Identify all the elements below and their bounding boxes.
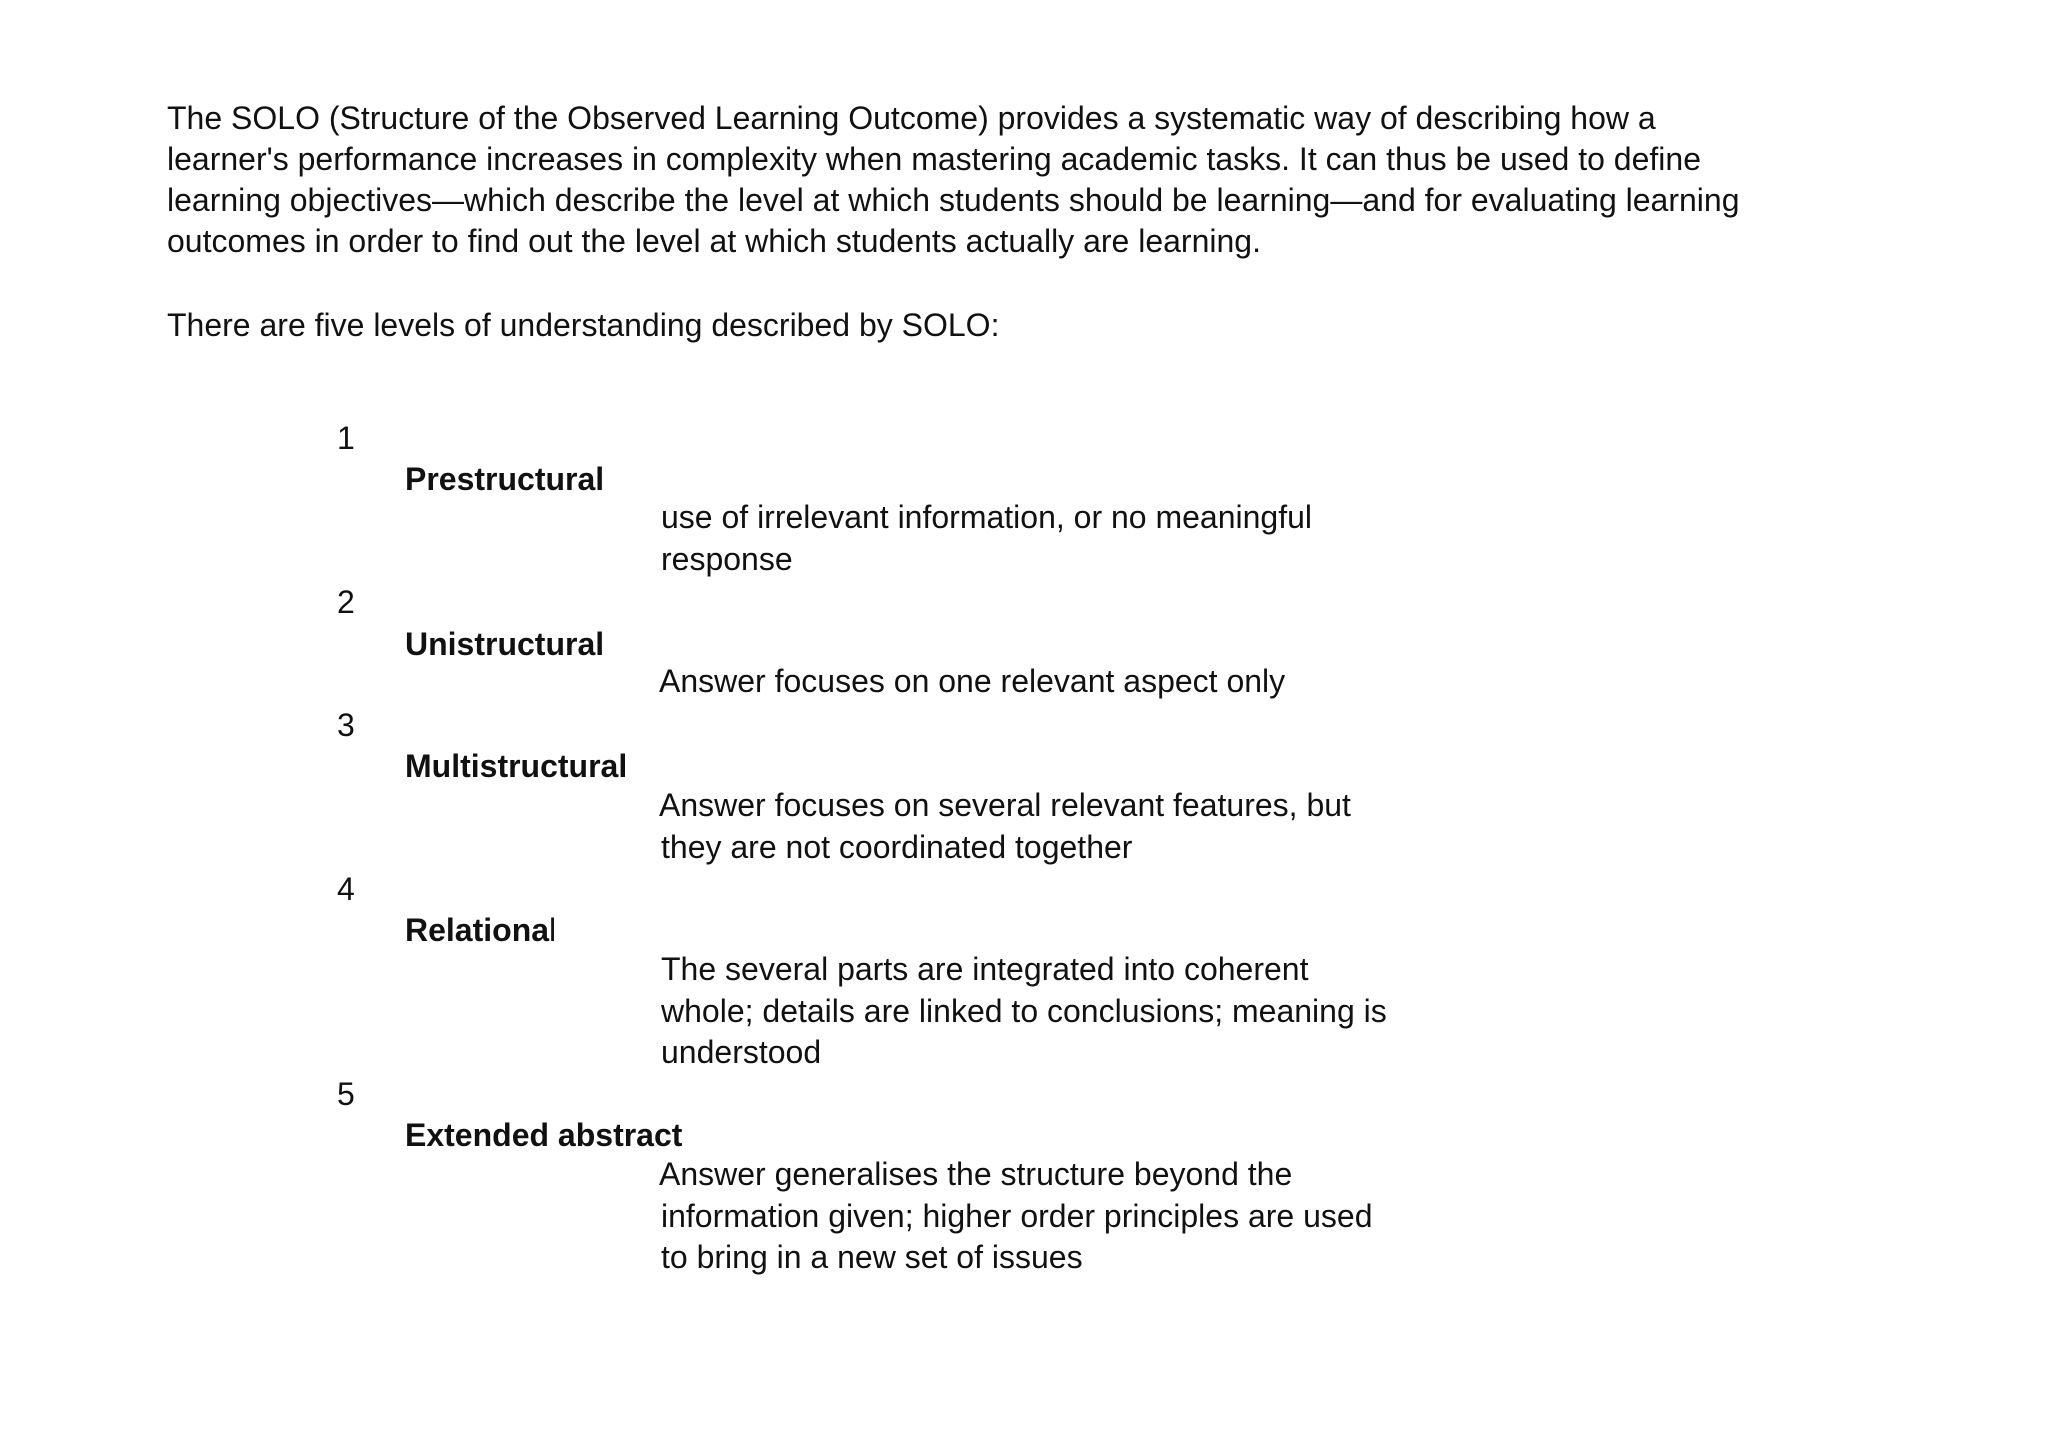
level-description-line: whole; details are linked to conclusions; meaning is bbox=[661, 992, 1387, 1029]
level-term-bold: Relationa bbox=[405, 912, 550, 948]
level-term-tail: l bbox=[549, 912, 557, 948]
level-description-line: Answer focuses on one relevant aspect only bbox=[659, 663, 1286, 699]
level-number: 4 bbox=[337, 871, 355, 907]
level-number: 2 bbox=[337, 584, 355, 620]
level-description bbox=[659, 1154, 1373, 1279]
level-number: 3 bbox=[337, 707, 355, 743]
level-description-line: Answer generalises the structure beyond the bbox=[659, 1156, 1293, 1192]
level-description-line: they are not coordinated together bbox=[661, 828, 1133, 865]
level-description bbox=[659, 661, 1285, 703]
level-description-line: understood bbox=[661, 1034, 822, 1070]
level-description bbox=[661, 949, 1387, 1074]
level-description-line: The several parts are integrated into coherent bbox=[661, 951, 1309, 987]
intro-line: learning objectives—which describe the level at which students should be learning—and for evaluating learning bbox=[167, 182, 1740, 218]
level-description bbox=[659, 785, 1351, 868]
level-number: 5 bbox=[337, 1076, 355, 1112]
intro-line: outcomes in order to find out the level at which students actually are learning. bbox=[167, 223, 1261, 259]
level-description-line: use of irrelevant information, or no meaningful bbox=[661, 499, 1313, 535]
level-term bbox=[405, 910, 556, 951]
level-description-line: to bring in a new set of issues bbox=[661, 1239, 1083, 1275]
intro-paragraph bbox=[167, 98, 1887, 262]
intro-line: The SOLO (Structure of the Observed Learning Outcome) provides a systematic way of describing how a bbox=[167, 100, 1656, 136]
level-description-line: information given; higher order principles are used bbox=[661, 1197, 1373, 1234]
level-description bbox=[661, 497, 1312, 580]
level-description-line: response bbox=[661, 540, 793, 577]
level-term: Prestructural bbox=[405, 461, 605, 497]
levels-lead-sentence: There are five levels of understanding described by SOLO: bbox=[167, 307, 1000, 343]
level-term: Extended abstract bbox=[405, 1117, 683, 1153]
level-term: Unistructural bbox=[405, 626, 605, 662]
level-number: 1 bbox=[337, 420, 355, 456]
intro-line: learner's performance increases in complexity when mastering academic tasks. It can thus be used to define bbox=[167, 141, 1701, 177]
level-description-line: Answer focuses on several relevant features, but bbox=[659, 787, 1351, 823]
level-term: Multistructural bbox=[405, 748, 628, 784]
